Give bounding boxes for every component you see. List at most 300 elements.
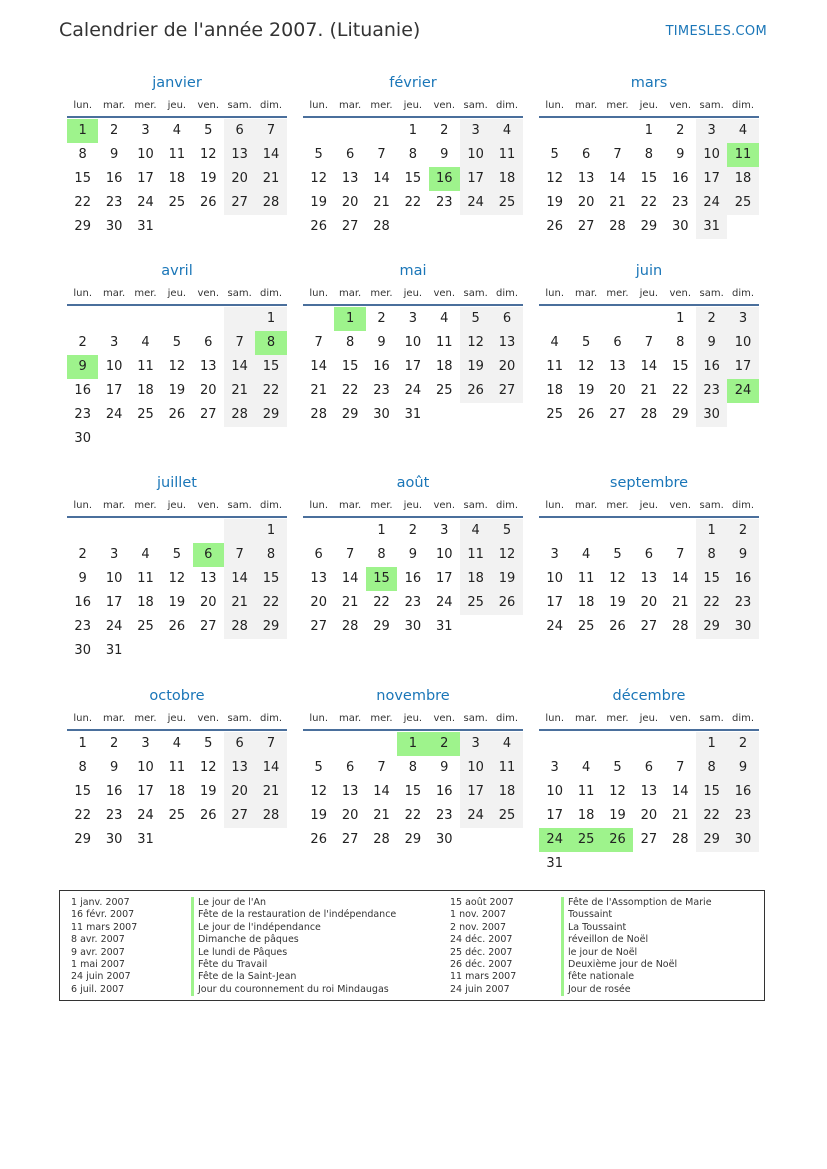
day-cell: 12 — [460, 331, 491, 355]
day-cell: 20 — [341, 808, 359, 823]
weekday-label: lun. — [309, 712, 329, 724]
day-cell: 12 — [310, 784, 327, 799]
day-cell: 13 — [609, 359, 626, 374]
weekday-label: mer. — [370, 287, 393, 299]
day-cell: 20 — [199, 383, 217, 398]
day-cell: 4 — [727, 119, 758, 143]
day-cell: 30 — [373, 407, 390, 422]
day-cell: 18 — [137, 595, 154, 610]
weekday-label: jeu. — [167, 499, 187, 511]
day-cell: 26 — [199, 195, 217, 210]
empty-cell — [633, 307, 664, 331]
empty-cell — [429, 215, 460, 239]
weekday-label: ven. — [197, 287, 220, 299]
day-cell: 14 — [671, 784, 689, 799]
holiday-names-left — [191, 897, 396, 996]
holiday-name: La Toussaint — [561, 922, 712, 934]
day-cell: 17 — [727, 355, 758, 379]
weekday-label: ven. — [197, 99, 220, 111]
empty-cell — [539, 519, 570, 543]
day-grid — [539, 119, 759, 239]
day-cell: 5 — [314, 147, 323, 162]
empty-cell — [224, 828, 255, 852]
day-cell: 10 — [460, 143, 491, 167]
weekday-header — [303, 94, 523, 118]
day-grid — [67, 519, 287, 663]
weekday-label: sam. — [699, 499, 724, 511]
day-cell: 7 — [255, 732, 286, 756]
day-cell: 19 — [310, 195, 327, 210]
month-0 — [67, 72, 287, 239]
empty-cell — [193, 427, 224, 451]
weekday-label: ven. — [669, 287, 692, 299]
day-cell: 3 — [141, 736, 150, 751]
weekday-label: mar. — [102, 99, 126, 111]
day-cell: 26 — [460, 379, 491, 403]
empty-cell — [460, 828, 491, 852]
day-cell: 28 — [640, 407, 658, 422]
day-cell: 17 — [137, 784, 154, 799]
day-cell: 7 — [345, 547, 355, 562]
holiday-date: 24 déc. 2007 — [450, 934, 513, 946]
day-cell: 17 — [696, 167, 727, 191]
page-title: Calendrier de l'année 2007. (Lituanie) — [59, 19, 421, 41]
day-cell: 21 — [373, 808, 390, 823]
day-cell: 8 — [255, 543, 286, 567]
day-cell: 1 — [696, 519, 727, 543]
day-cell: 2 — [727, 519, 758, 543]
weekday-label: mar. — [102, 712, 126, 724]
weekday-label: dim. — [260, 499, 283, 511]
holiday-date: 24 juin 2007 — [71, 971, 131, 983]
day-cell: 16 — [671, 171, 689, 186]
day-cell: 4 — [141, 547, 150, 562]
day-cell: 1 — [676, 311, 685, 326]
day-cell: 29 — [696, 828, 727, 852]
day-cell: 12 — [199, 147, 217, 162]
weekday-label: sam. — [227, 287, 252, 299]
day-cell: 10 — [137, 147, 154, 162]
weekday-label: jeu. — [403, 287, 423, 299]
day-grid — [303, 119, 523, 239]
day-cell: 13 — [341, 784, 359, 799]
month-name: juillet — [157, 475, 197, 491]
month-name: février — [389, 75, 437, 91]
weekday-label: mar. — [574, 99, 598, 111]
day-cell: 18 — [491, 167, 522, 191]
day-cell: 30 — [671, 219, 689, 234]
empty-cell — [130, 427, 161, 451]
weekday-label: lun. — [545, 499, 565, 511]
day-cell: 20 — [491, 355, 522, 379]
day-cell: 6 — [644, 547, 653, 562]
empty-cell — [193, 519, 224, 543]
day-cell: 11 — [727, 143, 758, 167]
empty-cell — [570, 307, 601, 331]
day-cell: 15 — [404, 784, 422, 799]
day-cell: 13 — [577, 171, 595, 186]
day-cell: 14 — [310, 359, 327, 374]
day-cell: 16 — [74, 383, 91, 398]
day-cell: 29 — [671, 407, 689, 422]
day-cell: 2 — [377, 311, 386, 326]
day-cell: 29 — [74, 219, 91, 234]
day-cell: 27 — [199, 407, 217, 422]
day-cell: 3 — [141, 123, 150, 138]
day-cell: 5 — [204, 123, 213, 138]
holiday-name: Fête de la restauration de l'indépendance — [191, 909, 396, 921]
day-cell: 11 — [491, 143, 522, 167]
day-cell: 5 — [613, 547, 622, 562]
empty-cell — [161, 307, 192, 331]
day-cell: 3 — [408, 311, 417, 326]
empty-cell — [67, 307, 98, 331]
day-cell: 4 — [460, 519, 491, 543]
day-cell: 2 — [727, 732, 758, 756]
weekday-label: ven. — [433, 712, 456, 724]
day-cell: 4 — [172, 123, 181, 138]
empty-cell — [539, 307, 570, 331]
month-10 — [303, 685, 523, 852]
weekday-label: mer. — [134, 499, 157, 511]
empty-cell — [727, 215, 758, 239]
holiday-name: réveillon de Noël — [561, 934, 712, 946]
day-cell: 25 — [168, 808, 186, 823]
empty-cell — [539, 119, 570, 143]
day-cell: 22 — [341, 383, 359, 398]
day-cell: 14 — [373, 784, 390, 799]
day-cell: 18 — [168, 784, 186, 799]
day-cell: 2 — [440, 123, 449, 138]
empty-cell — [255, 828, 286, 852]
holiday-date: 26 déc. 2007 — [450, 958, 513, 970]
day-cell: 5 — [314, 760, 323, 775]
day-cell: 5 — [581, 335, 591, 350]
day-cell: 19 — [199, 171, 217, 186]
weekday-label: mer. — [606, 287, 629, 299]
day-cell: 27 — [640, 832, 658, 847]
day-cell: 22 — [671, 383, 689, 398]
weekday-label: mer. — [134, 99, 157, 111]
day-cell: 15 — [366, 567, 397, 591]
weekday-label: lun. — [545, 99, 565, 111]
month-9 — [67, 685, 287, 852]
weekday-label: jeu. — [403, 99, 423, 111]
empty-cell — [193, 828, 224, 852]
day-cell: 17 — [546, 808, 563, 823]
day-cell: 17 — [404, 359, 422, 374]
day-cell: 10 — [460, 756, 491, 780]
day-cell: 26 — [199, 808, 217, 823]
empty-cell — [602, 852, 633, 876]
day-cell: 1 — [377, 523, 386, 538]
day-cell: 31 — [404, 407, 422, 422]
weekday-label: mar. — [574, 499, 598, 511]
day-cell: 31 — [137, 832, 154, 847]
day-cell: 3 — [109, 547, 119, 562]
day-cell: 18 — [168, 171, 186, 186]
day-cell: 5 — [172, 547, 181, 562]
empty-cell — [491, 615, 522, 639]
holiday-date: 6 juil. 2007 — [71, 983, 125, 995]
day-cell: 3 — [460, 119, 491, 143]
day-cell: 23 — [435, 808, 453, 823]
day-cell: 11 — [137, 359, 154, 374]
empty-cell — [193, 639, 224, 663]
day-cell: 28 — [373, 832, 390, 847]
day-cell: 6 — [314, 547, 323, 562]
day-cell: 9 — [67, 355, 98, 379]
day-cell: 17 — [460, 780, 491, 804]
day-cell: 16 — [105, 171, 123, 186]
day-cell: 13 — [224, 756, 255, 780]
empty-cell — [602, 732, 633, 756]
day-cell: 15 — [696, 567, 727, 591]
day-cell: 10 — [404, 335, 422, 350]
day-cell: 24 — [137, 808, 154, 823]
day-cell: 23 — [727, 804, 758, 828]
day-cell: 18 — [435, 359, 453, 374]
day-cell: 22 — [696, 591, 727, 615]
day-cell: 27 — [491, 379, 522, 403]
day-cell: 2 — [109, 123, 119, 138]
day-cell: 14 — [609, 171, 626, 186]
day-cell: 31 — [105, 643, 123, 658]
weekday-label: lun. — [73, 287, 93, 299]
holiday-date: 24 juin 2007 — [450, 983, 510, 995]
day-cell: 24 — [539, 828, 570, 852]
day-cell: 27 — [609, 407, 626, 422]
day-cell: 21 — [310, 383, 327, 398]
day-cell: 12 — [199, 760, 217, 775]
day-cell: 11 — [546, 359, 563, 374]
weekday-label: dim. — [732, 499, 755, 511]
day-cell: 2 — [408, 523, 417, 538]
weekday-header — [303, 494, 523, 518]
weekday-label: sam. — [699, 99, 724, 111]
holiday-date: 15 août 2007 — [450, 897, 514, 908]
empty-cell — [255, 427, 286, 451]
holiday-name: le jour de Noël — [561, 947, 712, 959]
day-cell: 28 — [255, 191, 286, 215]
holiday-dates-left — [71, 897, 137, 996]
day-cell: 1 — [255, 307, 286, 331]
day-cell: 5 — [172, 335, 181, 350]
weekday-label: sam. — [227, 712, 252, 724]
day-cell: 9 — [440, 760, 449, 775]
day-cell: 9 — [78, 571, 87, 586]
holiday-date: 1 nov. 2007 — [450, 909, 506, 921]
day-cell: 29 — [74, 832, 91, 847]
day-cell: 7 — [377, 760, 386, 775]
empty-cell — [366, 732, 397, 756]
weekday-label: jeu. — [639, 99, 659, 111]
day-cell: 7 — [255, 119, 286, 143]
empty-cell — [130, 639, 161, 663]
day-cell: 6 — [613, 335, 622, 350]
day-cell: 24 — [546, 619, 563, 634]
weekday-label: sam. — [699, 287, 724, 299]
day-cell: 23 — [373, 383, 390, 398]
day-cell: 30 — [435, 832, 453, 847]
month-name: novembre — [376, 688, 450, 704]
empty-cell — [130, 307, 161, 331]
day-cell: 28 — [255, 804, 286, 828]
day-cell: 3 — [440, 523, 449, 538]
day-cell: 25 — [546, 407, 563, 422]
weekday-label: ven. — [669, 712, 692, 724]
day-cell: 30 — [404, 619, 422, 634]
day-cell: 7 — [644, 335, 653, 350]
day-cell: 27 — [341, 219, 359, 234]
day-cell: 1 — [408, 123, 417, 138]
day-cell: 3 — [460, 732, 491, 756]
day-cell: 29 — [404, 832, 422, 847]
empty-cell — [303, 307, 334, 331]
day-cell: 19 — [460, 355, 491, 379]
month-2 — [539, 72, 759, 239]
day-cell: 1 — [78, 736, 87, 751]
weekday-label: mar. — [338, 712, 362, 724]
day-cell: 21 — [640, 383, 658, 398]
day-cell: 1 — [255, 519, 286, 543]
day-cell: 24 — [404, 383, 422, 398]
day-cell: 30 — [696, 403, 727, 427]
day-cell: 22 — [255, 591, 286, 615]
empty-cell — [193, 215, 224, 239]
day-cell: 2 — [676, 123, 685, 138]
day-cell: 22 — [404, 195, 422, 210]
weekday-label: sam. — [227, 499, 252, 511]
day-cell: 27 — [310, 619, 327, 634]
day-cell: 27 — [341, 832, 359, 847]
month-5 — [539, 260, 759, 427]
day-cell: 12 — [168, 359, 186, 374]
day-cell: 29 — [640, 219, 658, 234]
day-cell: 7 — [224, 331, 255, 355]
day-cell: 19 — [168, 595, 186, 610]
day-cell: 30 — [74, 431, 91, 446]
empty-cell — [334, 119, 365, 143]
weekday-label: dim. — [260, 99, 283, 111]
day-cell: 26 — [168, 407, 186, 422]
day-cell: 14 — [640, 359, 658, 374]
day-cell: 8 — [696, 756, 727, 780]
holiday-name: Jour du couronnement du roi Mindaugas — [191, 984, 396, 996]
day-grid — [303, 732, 523, 852]
day-cell: 18 — [460, 567, 491, 591]
month-8 — [539, 472, 759, 639]
holiday-name: Fête de l'Assomption de Marie — [561, 897, 712, 909]
day-cell: 10 — [696, 143, 727, 167]
empty-cell — [303, 119, 334, 143]
holiday-date: 16 févr. 2007 — [71, 909, 135, 921]
day-cell: 25 — [460, 591, 491, 615]
weekday-label: ven. — [669, 99, 692, 111]
day-cell: 24 — [460, 804, 491, 828]
weekday-label: mer. — [370, 99, 393, 111]
empty-cell — [98, 427, 129, 451]
weekday-label: mar. — [338, 99, 362, 111]
empty-cell — [665, 732, 696, 756]
weekday-label: dim. — [496, 499, 519, 511]
day-cell: 26 — [310, 832, 327, 847]
day-cell: 25 — [137, 619, 154, 634]
holiday-date: 11 mars 2007 — [450, 971, 517, 983]
weekday-label: jeu. — [167, 287, 187, 299]
day-cell: 25 — [727, 191, 758, 215]
weekday-label: ven. — [433, 287, 456, 299]
empty-cell — [224, 215, 255, 239]
day-cell: 24 — [696, 191, 727, 215]
day-cell: 20 — [341, 195, 359, 210]
day-cell: 28 — [609, 219, 626, 234]
day-cell: 17 — [546, 595, 563, 610]
day-cell: 2 — [109, 736, 119, 751]
day-cell: 10 — [546, 784, 563, 799]
day-cell: 16 — [373, 359, 390, 374]
empty-cell — [303, 519, 334, 543]
day-cell: 11 — [168, 147, 186, 162]
day-cell: 30 — [727, 615, 758, 639]
empty-cell — [334, 732, 365, 756]
holiday-date: 2 nov. 2007 — [450, 921, 506, 933]
day-cell: 21 — [224, 379, 255, 403]
day-cell: 29 — [255, 403, 286, 427]
day-cell: 14 — [341, 571, 359, 586]
day-cell: 15 — [404, 171, 422, 186]
day-cell: 21 — [671, 595, 689, 610]
day-cell: 21 — [255, 167, 286, 191]
month-name: mai — [399, 263, 427, 279]
month-name: avril — [161, 263, 193, 279]
day-cell: 23 — [435, 195, 453, 210]
day-cell: 26 — [491, 591, 522, 615]
empty-cell — [491, 828, 522, 852]
weekday-label: ven. — [433, 499, 456, 511]
day-cell: 15 — [74, 784, 91, 799]
day-cell: 12 — [609, 571, 626, 586]
day-cell: 11 — [137, 571, 154, 586]
day-cell: 23 — [404, 595, 422, 610]
day-cell: 4 — [172, 736, 181, 751]
day-cell: 2 — [696, 307, 727, 331]
day-cell: 24 — [460, 191, 491, 215]
day-cell: 31 — [546, 856, 563, 871]
holiday-name: Deuxième jour de Noël — [561, 959, 712, 971]
day-cell: 4 — [440, 311, 449, 326]
holiday-date: 8 avr. 2007 — [71, 934, 125, 946]
holiday-name: Le jour de l'An — [191, 897, 396, 909]
day-cell: 7 — [676, 547, 685, 562]
holiday-date: 11 mars 2007 — [71, 921, 138, 933]
day-cell: 15 — [696, 780, 727, 804]
day-cell: 12 — [577, 359, 595, 374]
day-cell: 9 — [377, 335, 386, 350]
weekday-label: jeu. — [639, 287, 659, 299]
day-cell: 8 — [408, 760, 417, 775]
weekday-label: dim. — [732, 712, 755, 724]
empty-cell — [334, 519, 365, 543]
day-cell: 19 — [546, 195, 563, 210]
site-link[interactable]: TIMESLES.COM — [665, 24, 767, 39]
day-cell: 13 — [341, 171, 359, 186]
day-cell: 25 — [435, 383, 453, 398]
weekday-label: jeu. — [403, 499, 423, 511]
holiday-name: Jour de rosée — [561, 984, 712, 996]
day-cell: 21 — [609, 195, 626, 210]
day-cell: 22 — [640, 195, 658, 210]
